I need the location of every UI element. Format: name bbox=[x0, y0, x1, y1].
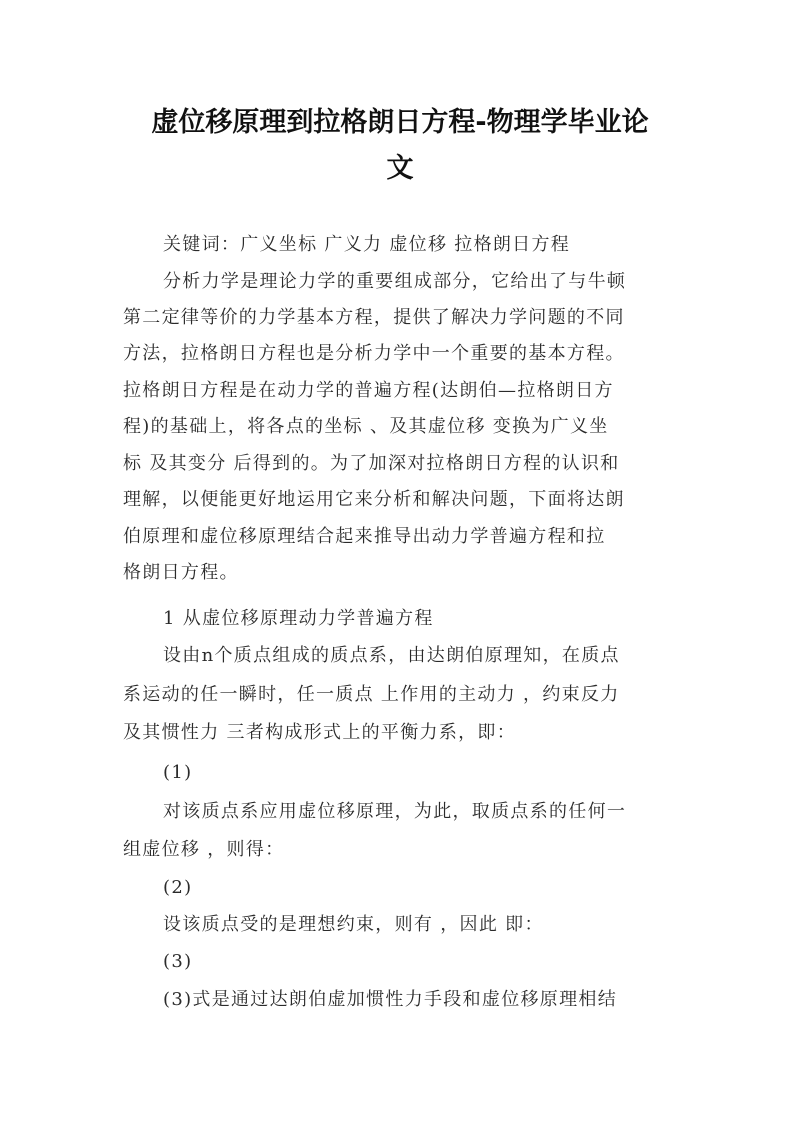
keywords-line: 关键词：广义坐标 广义力 虚位移 拉格朗日方程 bbox=[163, 234, 571, 255]
paragraph-1-line-4: 拉格朗日方程是在动力学的普遍方程(达朗伯—拉格朗日方 bbox=[123, 380, 614, 401]
paragraph-1-line-6: 标 及其变分 后得到的。为了加深对拉格朗日方程的认识和 bbox=[123, 453, 620, 474]
paragraph-1-line-5: 程)的基础上，将各点的坐标 、及其虚位移 变换为广义坐 bbox=[123, 416, 609, 437]
paragraph-1-line-9: 格朗日方程。 bbox=[123, 562, 239, 583]
document-title-line-1: 虚位移原理到拉格朗日方程-物理学毕业论 bbox=[151, 107, 649, 138]
paragraph-4: 设该质点受的是理想约束，则有 ，因此 即： bbox=[163, 914, 544, 935]
document-title-line-2: 文 bbox=[386, 153, 414, 184]
paragraph-3-line-2: 组虚位移 ，则得： bbox=[123, 839, 285, 860]
paragraph-3-line-1: 对该质点系应用虚位移原理，为此，取质点系的任何一 bbox=[163, 801, 627, 822]
paragraph-1-line-3: 方法，拉格朗日方程也是分析力学中一个重要的基本方程。 bbox=[123, 343, 625, 364]
equation-3-label: (3) bbox=[163, 951, 193, 972]
paragraph-1-line-7: 理解，以便能更好地运用它来分析和解决问题，下面将达朗 bbox=[123, 489, 625, 510]
equation-1-label: (1) bbox=[163, 762, 193, 783]
paragraph-5-line-1: (3)式是通过达朗伯虚加惯性力手段和虚位移原理相结 bbox=[163, 989, 617, 1010]
paragraph-2-line-2: 系运动的任一瞬时，任一质点 上作用的主动力 ，约束反力 bbox=[123, 684, 620, 705]
paragraph-2-line-1: 设由n个质点组成的质点系，由达朗伯原理知，在质点 bbox=[163, 645, 620, 666]
paragraph-1-line-2: 第二定律等价的力学基本方程，提供了解决力学问题的不同 bbox=[123, 307, 625, 328]
equation-2-label: (2) bbox=[163, 877, 193, 898]
paragraph-1-line-8: 伯原理和虚位移原理结合起来推导出动力学普遍方程和拉 bbox=[123, 526, 606, 547]
paragraph-2-line-3: 及其惯性力 三者构成形式上的平衡力系，即： bbox=[123, 722, 517, 743]
paragraph-1-line-1: 分析力学是理论力学的重要组成部分，它给出了与牛顿 bbox=[163, 271, 627, 292]
section-1-heading: 1 从虚位移原理动力学普遍方程 bbox=[163, 608, 434, 629]
